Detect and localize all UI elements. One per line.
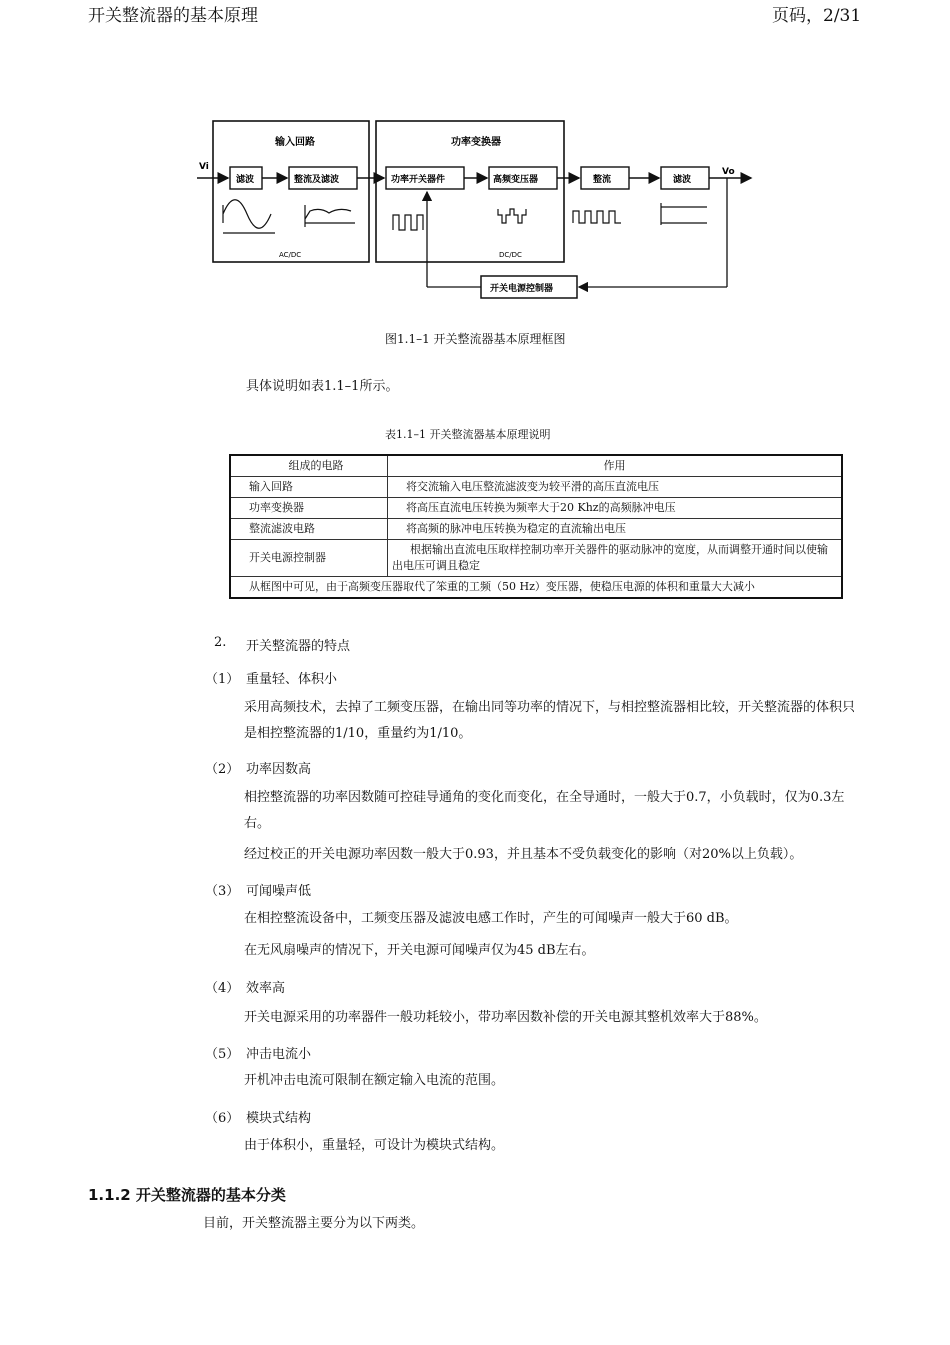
section-heading: 1.1.2 开关整流器的基本分类 bbox=[88, 1186, 286, 1204]
principle-table bbox=[229, 454, 843, 599]
intro-text: 具体说明如表1.1–1所示。 bbox=[246, 379, 399, 394]
section-text: 目前，开关整流器主要分为以下两类。 bbox=[203, 1216, 425, 1231]
paragraph: 经过校正的开关电源功率因数一般大于0.93，并且基本不受负载变化的影响（对20%以上负载）。 bbox=[244, 847, 803, 862]
dc-waveform bbox=[661, 203, 707, 225]
table-cell: 整流滤波电路 bbox=[230, 519, 388, 540]
vi-label: Vi bbox=[199, 162, 209, 172]
vo-label: Vo bbox=[722, 167, 735, 177]
rectified-waveform bbox=[305, 205, 355, 227]
table-row bbox=[230, 498, 842, 519]
table-caption: 表1.1–1 开关整流器基本原理说明 bbox=[385, 428, 551, 441]
rectified-pulse-waveform bbox=[573, 211, 621, 223]
item-title: 冲击电流小 bbox=[246, 1047, 312, 1062]
table-cell: 将高压直流电压转换为频率大于20 Khz的高频脉冲电压 bbox=[388, 498, 843, 519]
item-title: 效率高 bbox=[246, 981, 286, 996]
paragraph: 采用高频技术，去掉了工频变压器，在输出同等功率的情况下，与相控整流器相比较，开关整流器的体积只是相控整流器的1/10，重量约为1/10。 bbox=[244, 700, 856, 741]
table-footer-row bbox=[230, 577, 842, 599]
item-title: 模块式结构 bbox=[246, 1111, 312, 1126]
item-number: （2） bbox=[205, 762, 240, 777]
table-row bbox=[230, 540, 842, 577]
power-switch-label: 功率开关器件 bbox=[391, 175, 446, 185]
table-cell: 输入回路 bbox=[230, 477, 388, 498]
item-number: （4） bbox=[205, 981, 240, 996]
item-title: 重量轻、体积小 bbox=[246, 672, 338, 687]
table-header-function: 作用 bbox=[388, 455, 843, 477]
paragraph: 在相控整流设备中，工频变压器及滤波电感工作时，产生的可闻噪声一般大于60 dB。 bbox=[244, 911, 738, 926]
item-title: 可闻噪声低 bbox=[246, 884, 312, 899]
block-diagram bbox=[195, 115, 760, 305]
item-number: （6） bbox=[205, 1111, 240, 1126]
acdc-label: AC/DC bbox=[279, 251, 302, 259]
features-number: 2. bbox=[214, 635, 227, 650]
filter-label-2: 滤波 bbox=[673, 175, 692, 185]
table-row bbox=[230, 477, 842, 498]
input-block-title: 输入回路 bbox=[275, 137, 315, 148]
figure-caption: 图1.1–1 开关整流器基本原理框图 bbox=[385, 332, 566, 346]
hf-transformer-label: 高频变压器 bbox=[493, 175, 539, 185]
header-title: 开关整流器的基本原理 bbox=[88, 6, 258, 26]
pulse-waveform bbox=[393, 215, 423, 230]
paragraph: 在无风扇噪声的情况下，开关电源可闻噪声仅为45 dB左右。 bbox=[244, 943, 595, 958]
dcdc-label: DC/DC bbox=[499, 251, 522, 259]
paragraph: 相控整流器的功率因数随可控硅导通角的变化而变化，在全导通时，一般大于0.7，小负载时，仅为0.3左右。 bbox=[244, 790, 845, 831]
table-cell: 将高频的脉冲电压转换为稳定的直流输出电压 bbox=[388, 519, 843, 540]
sine-waveform bbox=[223, 200, 275, 233]
rectifier-label: 整流 bbox=[593, 175, 612, 185]
table-footer: 从框图中可见，由于高频变压器取代了笨重的工频（50 Hz）变压器，使稳压电源的体积和重量大大减小 bbox=[230, 577, 842, 599]
page-number: 页码，2/31 bbox=[772, 6, 862, 26]
table-cell: 功率变换器 bbox=[230, 498, 388, 519]
item-number: （5） bbox=[205, 1047, 240, 1062]
table-row bbox=[230, 519, 842, 540]
item-title: 功率因数高 bbox=[246, 762, 312, 777]
table-header-circuit: 组成的电路 bbox=[230, 455, 388, 477]
controller-label: 开关电源控制器 bbox=[490, 284, 554, 294]
item-number: （3） bbox=[205, 884, 240, 899]
table-cell: 将交流输入电压整流滤波变为较平滑的高压直流电压 bbox=[388, 477, 843, 498]
paragraph: 开关电源采用的功率器件一般功耗较小，带功率因数补偿的开关电源其整机效率大于88%。 bbox=[244, 1010, 767, 1025]
paragraph: 由于体积小，重量轻，可设计为模块式结构。 bbox=[244, 1138, 505, 1153]
paragraph: 开机冲击电流可限制在额定输入电流的范围。 bbox=[244, 1073, 505, 1088]
ac-pulse-waveform bbox=[498, 209, 526, 223]
item-number: （1） bbox=[205, 672, 240, 687]
table-cell: 开关电源控制器 bbox=[230, 540, 388, 577]
features-title: 开关整流器的特点 bbox=[246, 639, 351, 654]
rect-filter-label: 整流及滤波 bbox=[294, 175, 340, 185]
filter-label-1: 滤波 bbox=[236, 175, 255, 185]
table-cell: 根据输出直流电压取样控制功率开关器件的驱动脉冲的宽度，从而调整开通时间以使输出电压可调且稳定 bbox=[388, 540, 843, 577]
converter-block-title: 功率变换器 bbox=[451, 137, 501, 148]
